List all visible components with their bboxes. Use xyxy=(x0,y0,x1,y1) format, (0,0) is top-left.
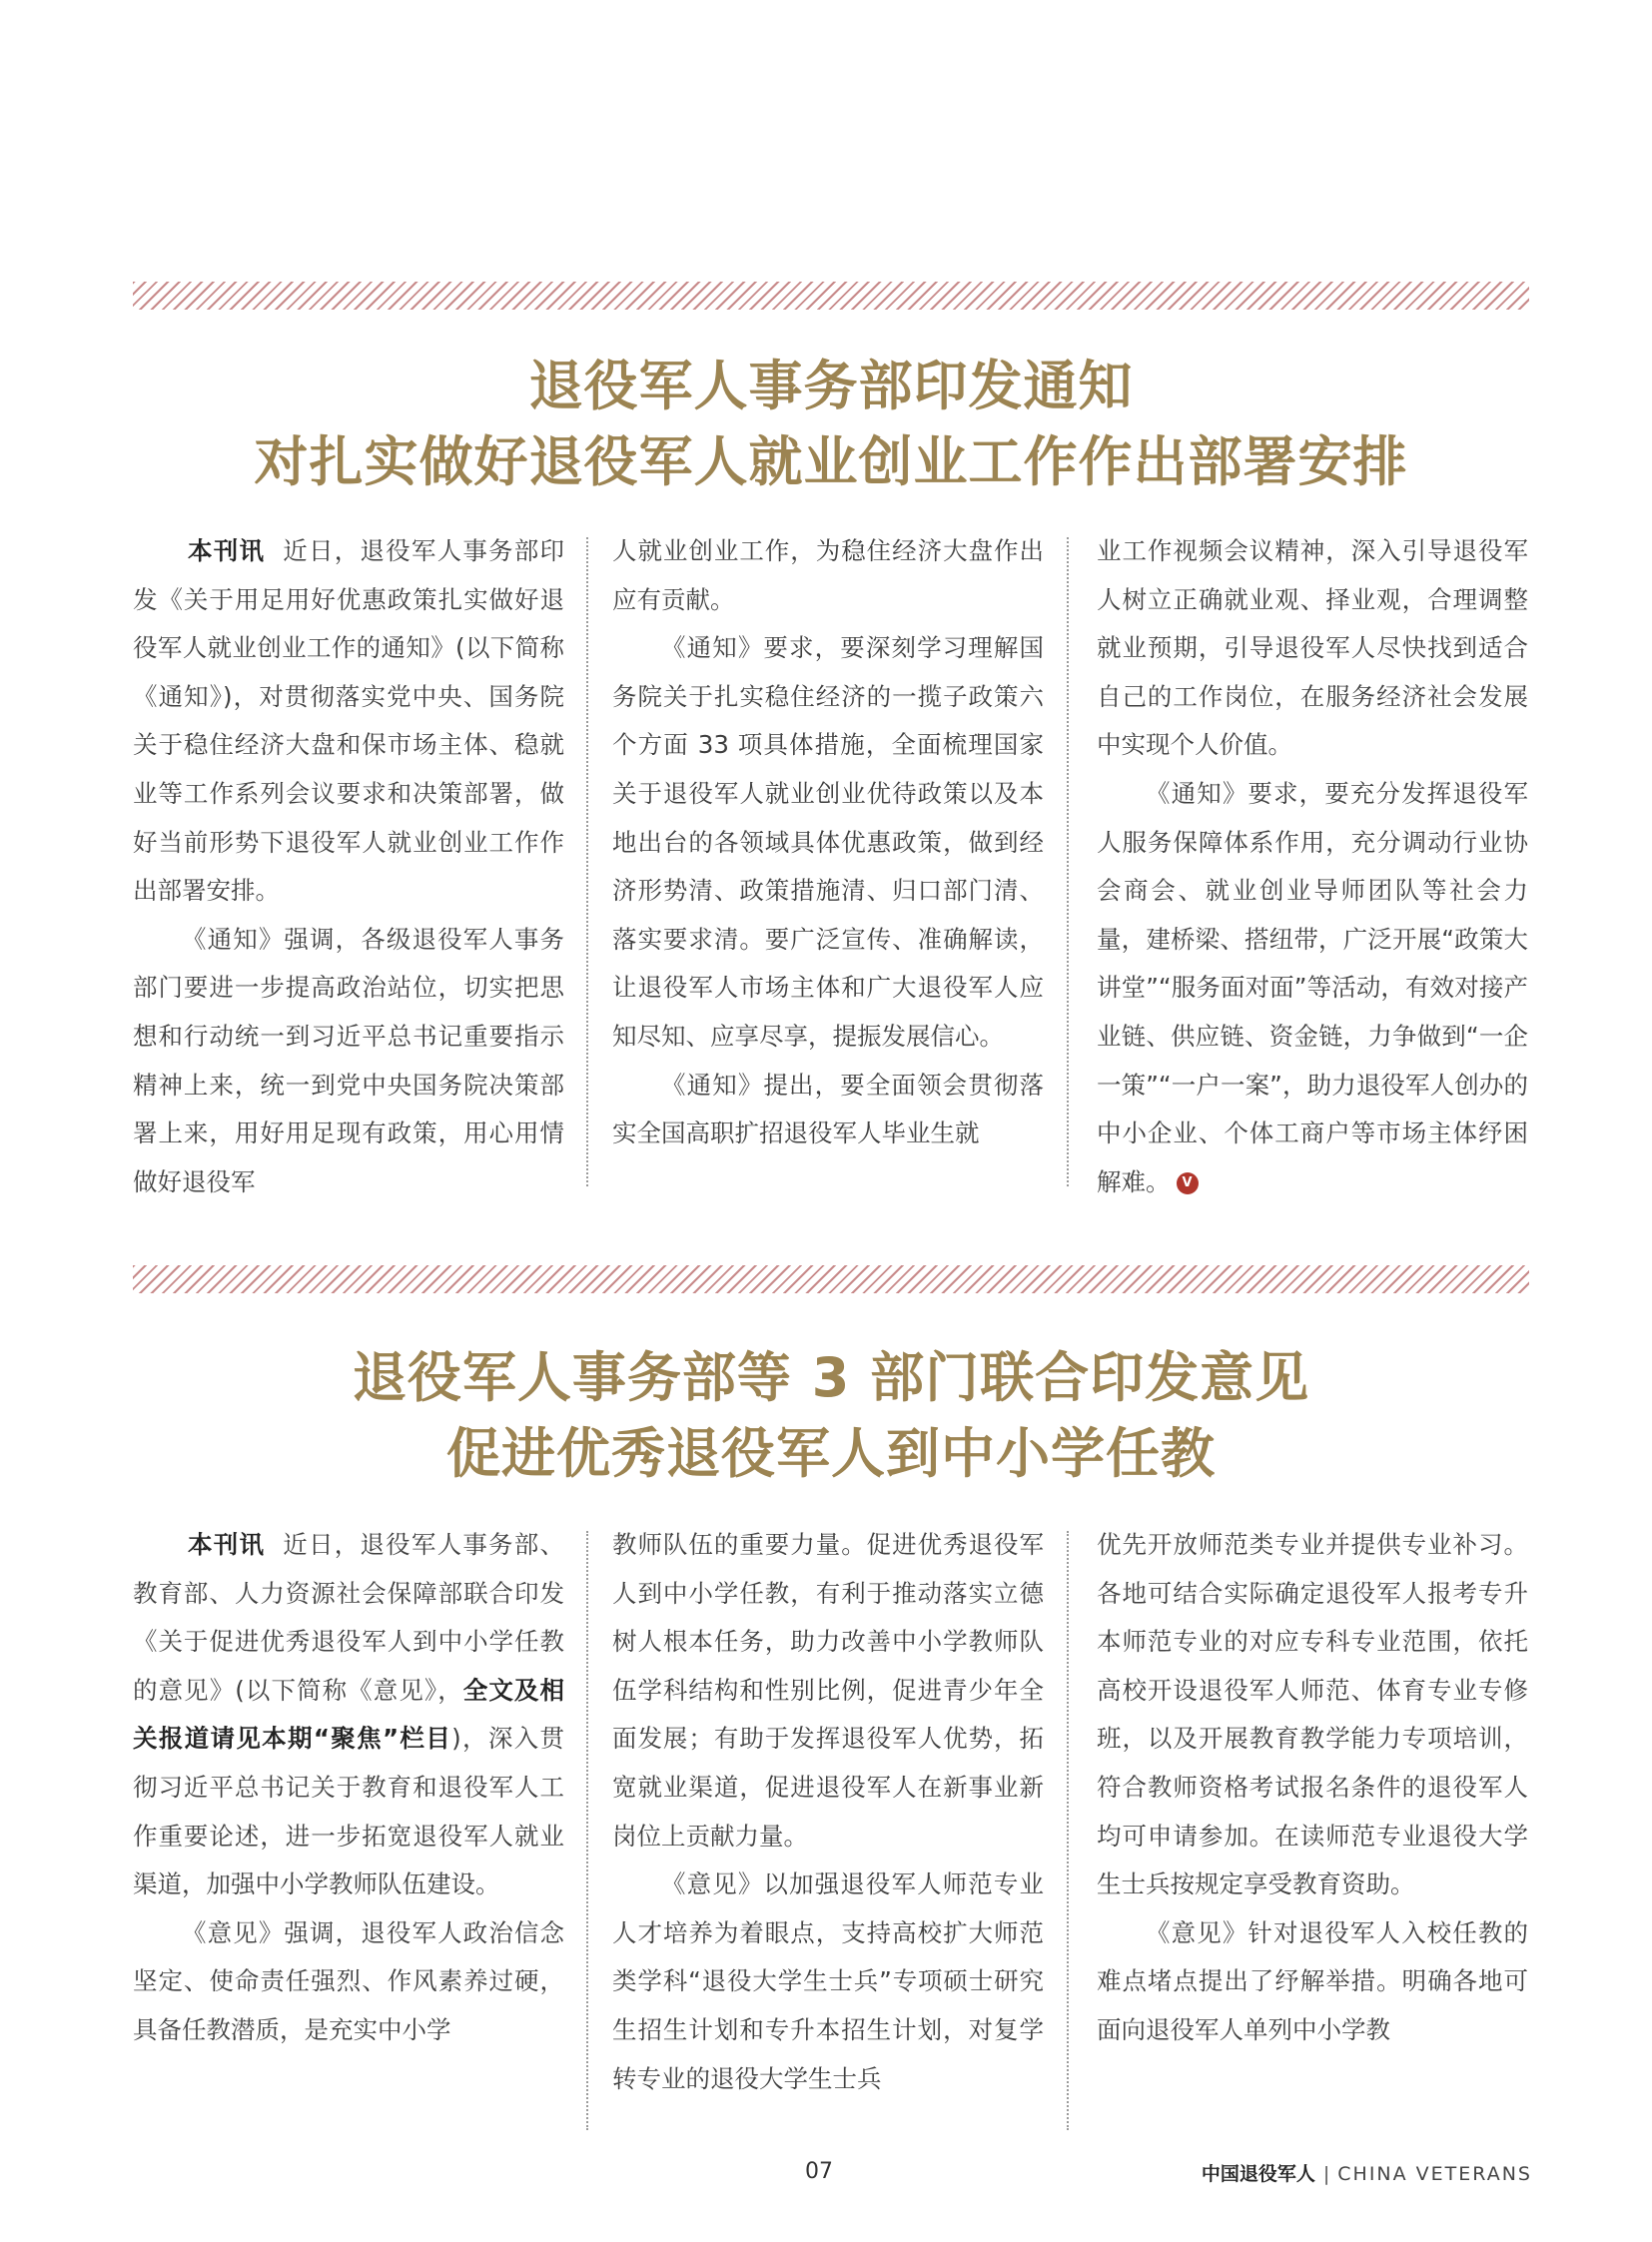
article2-col1-paragraph-2: 《意见》强调，退役军人政治信念坚定、使命责任强烈、作风素养过硬，具备任教潜质，是充实中小学 xyxy=(133,1917,564,2044)
article2-headline-line2: 促进优秀退役军人到中小学任教 xyxy=(446,1422,1216,1485)
article2-column-1 xyxy=(133,1521,564,2055)
column-divider xyxy=(1067,537,1069,1186)
article2-column-3 xyxy=(1097,1521,1528,2055)
brand-separator: | xyxy=(1322,2163,1330,2185)
article1-col1-paragraph-2: 《通知》强调，各级退役军人事务部门要进一步提高政治站位，切实把思想和行动统一到习近平总书记重要指示精神上来，统一到党中央国务院决策部署上来，用好用足现有政策，用心用情做好退役军 xyxy=(133,924,564,1196)
article1-col1-p1-text: 近日，退役军人事务部印发《关于用足用好优惠政策扎实做好退役军人就业创业工作的通知》(以下简称《通知》)，对贯彻落实党中央、国务院关于稳住经济大盘和保市场主体、稳就业等工作系列会议要求和决策部署，做好当前形势下退役军人就业创业工作作出部署安排。 xyxy=(133,536,565,906)
article2-col3-paragraph-1: 优先开放师范类专业并提供专业补习。各地可结合实际确定退役军人报考专升本师范专业的对应专科专业范围，依托高校开设退役军人师范、体育专业专修班，以及开展教育教学能力专项培训，符合教师资格考试报名条件的退役军人均可申请参加。在读师范专业退役大学生士兵按规定享受教育资助。 xyxy=(1097,1530,1528,1899)
decorative-stripe-band-middle xyxy=(133,1265,1529,1293)
article2-col1-p1-text-a: 近日，退役军人事务部、教育部、人力资源社会保障部联合印发《关于促进优秀退役军人到中小学任教的意见》(以下简称《意见》， xyxy=(133,1530,565,1705)
page-number: 07 xyxy=(805,2159,833,2184)
magazine-name-en: CHINA VETERANS xyxy=(1337,2163,1532,2185)
article1-col3-p2-text: 《通知》要求，要充分发挥退役军人服务保障体系作用，充分调动行业协会商会、就业创业导师团队等社会力量，建桥梁、搭纽带，广泛开展“政策大讲堂”“服务面对面”等活动，有效对接产业链、供应链、资金链，力争做到“一企一策”“一户一案”，助力退役军人创办的中小企业、个体工商户等市场主体纾困解难。 xyxy=(1097,778,1528,1196)
article-end-mark-icon: V xyxy=(1177,1172,1199,1194)
article1-col2-paragraph-2: 《通知》要求，要深刻学习理解国务院关于扎实稳住经济的一揽子政策六个方面 33 项具体措施，全面梳理国家关于退役军人就业创业优待政策以及本地出台的各领域具体优惠政策，做到经济形势清、政策措施清、归口部门清、落实要求清。要广泛宣传、准确解读，让退役军人市场主体和广大退役军人应知尽知、应享尽享，提振发展信心。 xyxy=(612,633,1044,1051)
article2-col1-paragraph-1 xyxy=(133,1521,564,1909)
article1-col3-paragraph-1: 业工作视频会议精神，深入引导退役军人树立正确就业观、择业观，合理调整就业预期，引导退役军人尽快找到适合自己的工作岗位，在服务经济社会发展中实现个人价值。 xyxy=(1097,536,1528,760)
article2-col2-paragraph-2: 《意见》以加强退役军人师范专业人才培养为着眼点，支持高校扩大师范类学科“退役大学生士兵”专项硕士研究生招生计划和专升本招生计划，对复学转专业的退役大学生士兵 xyxy=(612,1869,1044,2093)
article2-col2-paragraph-1: 教师队伍的重要力量。促进优秀退役军人到中小学任教，有利于推动落实立德树人根本任务，助力改善中小学教师队伍学科结构和性别比例，促进青少年全面发展；有助于发挥退役军人优势，拓宽就业渠道，促进退役军人在新事业新岗位上贡献力量。 xyxy=(612,1530,1044,1851)
article1-headline-line1: 退役军人事务部印发通知 xyxy=(528,355,1134,417)
article2-headline xyxy=(133,1340,1529,1492)
article1-col2-paragraph-1: 人就业创业工作，为稳住经济大盘作出应有贡献。 xyxy=(612,536,1044,614)
article2-col1-reference-note: 全文及相关报道请见本期“聚焦”栏目 xyxy=(133,1675,565,1754)
article2-lead-label: 本刊讯 xyxy=(188,1530,266,1559)
article1-col1-paragraph-1 xyxy=(133,527,564,916)
article2-col1-p1-text-b: )，深入贯彻习近平总书记关于教育和退役军人工作重要论述，进一步拓宽退役军人就业渠道，加强中小学教师队伍建设。 xyxy=(133,1724,565,1899)
column-divider xyxy=(1067,1531,1069,2130)
article1-column-2 xyxy=(612,527,1044,1158)
article1-col2-paragraph-3: 《通知》提出，要全面领会贯彻落实全国高职扩招退役军人毕业生就 xyxy=(612,1070,1044,1148)
article1-col3-paragraph-2 xyxy=(1097,770,1528,1206)
article2-column-2 xyxy=(612,1521,1044,2103)
article1-column-3 xyxy=(1097,527,1528,1206)
article1-headline-line2: 对扎实做好退役军人就业创业工作作出部署安排 xyxy=(254,430,1408,493)
magazine-name-cn: 中国退役军人 xyxy=(1201,2163,1315,2185)
column-divider xyxy=(586,537,588,1186)
column-divider xyxy=(586,1531,588,2130)
article1-column-1 xyxy=(133,527,564,1206)
article2-col3-paragraph-2: 《意见》针对退役军人入校任教的难点堵点提出了纾解举措。明确各地可面向退役军人单列中小学教 xyxy=(1097,1917,1528,2044)
article2-headline-line1: 退役军人事务部等 3 部门联合印发意见 xyxy=(352,1346,1310,1409)
article1-headline xyxy=(133,349,1529,500)
article1-lead-label: 本刊讯 xyxy=(188,536,266,565)
magazine-brand xyxy=(1202,2159,1532,2186)
decorative-stripe-band-top xyxy=(133,282,1529,310)
